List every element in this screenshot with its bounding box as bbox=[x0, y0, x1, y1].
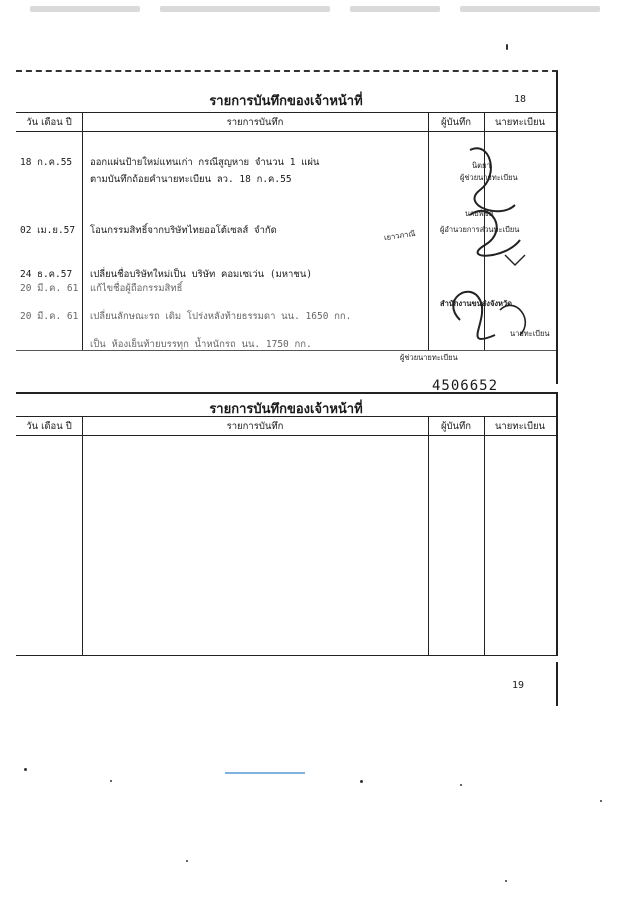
stamp-text: ผู้ช่วยนายทะเบียน bbox=[400, 353, 458, 362]
page-title: รายการบันทึกของเจ้าหน้าที่ bbox=[209, 402, 363, 417]
column-divider bbox=[82, 112, 83, 350]
page-number: 19 bbox=[512, 680, 525, 691]
row-text: แก้ไขชื่อผู้ถือกรรมสิทธิ์ bbox=[90, 283, 183, 294]
mark bbox=[506, 44, 508, 50]
header-date: วัน เดือน ปี bbox=[26, 117, 72, 128]
row-text: ตามบันทึกถ้อยคำนายทะเบียน ลว. 18 ก.ค.55 bbox=[90, 174, 292, 185]
row-text: ออกแผ่นป้ายใหม่แทนเก่า กรณีสูญหาย จำนวน 1 แผ่น bbox=[90, 157, 320, 168]
header-recorder: ผู้บันทึก bbox=[440, 421, 472, 432]
row-text: เป็น ห้องเย็นท้ายบรรทุก น้ำหนักรถ นน. 1750 กก. bbox=[90, 339, 312, 350]
table-header bbox=[16, 416, 556, 436]
scan-speck bbox=[360, 780, 363, 783]
column-divider bbox=[484, 416, 485, 656]
row-date: 20 มี.ค. 61 bbox=[20, 311, 79, 322]
row-date: 20 มี.ค. 61 bbox=[20, 283, 79, 294]
stamp-text: ผู้ช่วยนายทะเบียน bbox=[460, 173, 518, 182]
row-date: 24 ธ.ค.57 bbox=[20, 269, 73, 280]
stamp-text: นิตยา bbox=[472, 161, 491, 170]
header-record: รายการบันทึก bbox=[226, 117, 284, 128]
column-divider bbox=[428, 416, 429, 656]
column-divider bbox=[428, 112, 429, 350]
scan-speck bbox=[24, 768, 27, 771]
top-smudge-band bbox=[0, 0, 640, 22]
page-number: 18 bbox=[514, 94, 527, 105]
header-registrar: นายทะเบียน bbox=[494, 117, 546, 128]
table-bottom-line bbox=[16, 655, 556, 656]
scan-speck bbox=[110, 780, 112, 782]
header-recorder: ผู้บันทึก bbox=[440, 117, 472, 128]
row-date: 18 ก.ค.55 bbox=[20, 157, 73, 168]
row-text: เปลี่ยนชื่อบริษัทใหม่เป็น บริษัท คอมเซเว่น (มหาชน) bbox=[90, 269, 313, 280]
row-text: เปลี่ยนลักษณะรถ เดิม โปร่งหลังท้ายธรรมดา นน. 1650 กก. bbox=[90, 311, 352, 322]
stamp-text: นายพิชิต bbox=[465, 209, 494, 218]
blue-scan-line bbox=[225, 772, 305, 774]
table-bottom-line bbox=[16, 350, 556, 351]
stamp-text: นายทะเบียน bbox=[510, 329, 550, 338]
record-page-19 bbox=[16, 662, 558, 706]
column-divider bbox=[82, 416, 83, 656]
scan-speck bbox=[600, 800, 602, 802]
scan-speck bbox=[186, 860, 188, 862]
table-header bbox=[16, 112, 556, 132]
page-title: รายการบันทึกของเจ้าหน้าที่ bbox=[209, 94, 363, 109]
header-registrar: นายทะเบียน bbox=[494, 421, 546, 432]
stamp-text: เยาวภาณี bbox=[383, 228, 416, 243]
record-page-blank bbox=[16, 392, 558, 656]
scan-speck bbox=[505, 880, 507, 882]
scan-speck bbox=[460, 784, 462, 786]
row-text: โอนกรรมสิทธิ์จากบริษัทไทยออโต้เซลส์ จำกัด bbox=[90, 225, 277, 236]
header-record: รายการบันทึก bbox=[226, 421, 284, 432]
stamp-text: ผู้อำนวยการส่วนทะเบียน bbox=[440, 225, 520, 234]
row-date: 02 เม.ย.57 bbox=[20, 225, 76, 236]
serial-number: 4506652 bbox=[432, 378, 499, 394]
header-date: วัน เดือน ปี bbox=[26, 421, 72, 432]
stamp-text: สำนักงานขนส่งจังหวัด bbox=[440, 299, 513, 308]
